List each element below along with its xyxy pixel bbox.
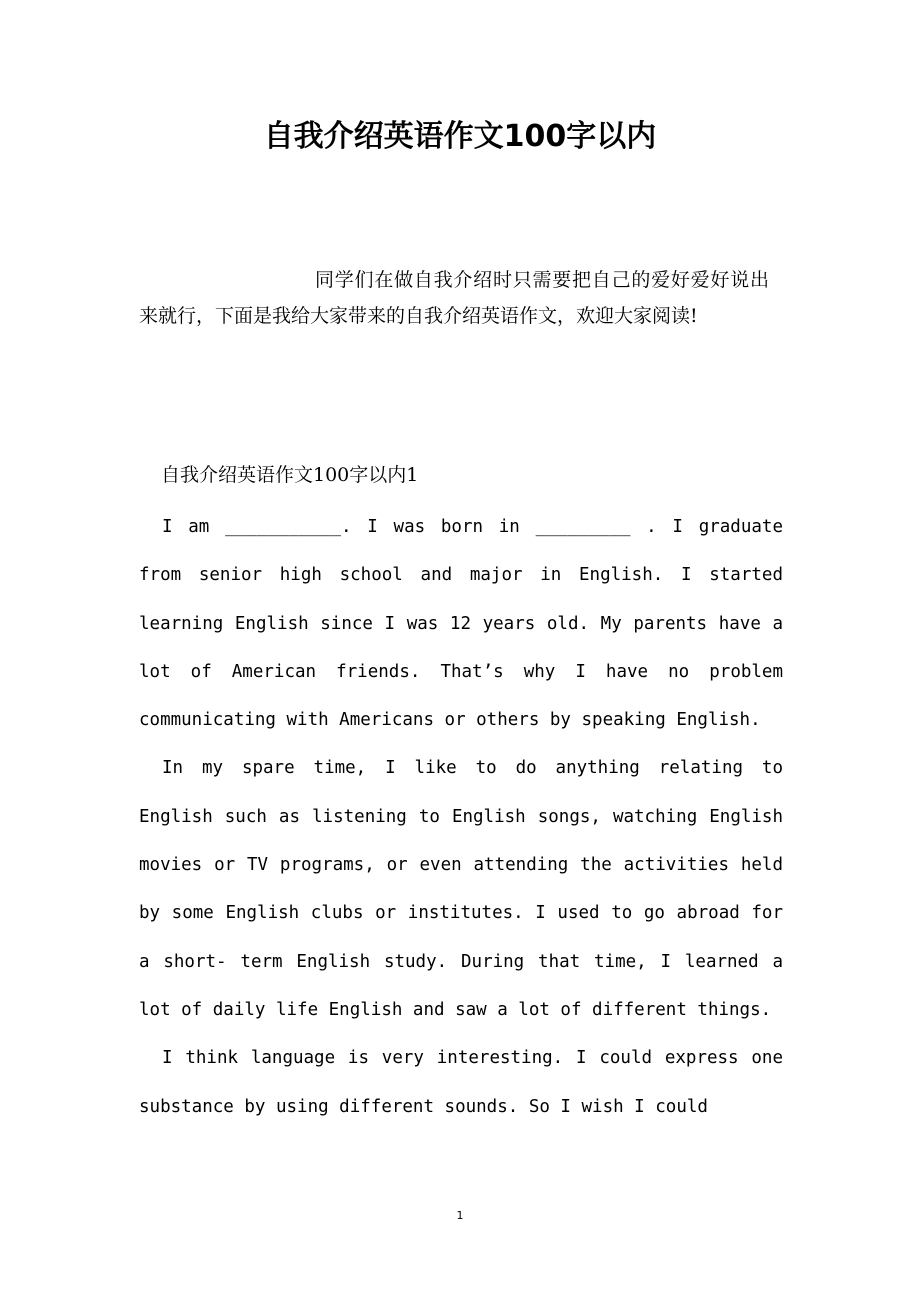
essay-paragraph-2: In my spare time, I like to do anything relating to English such as listening to English songs, watching English movies or TV programs, or even attending the activities held by some English clubs or institutes. I used to go abroad for a short- term English study. During that time, I learned a lot of daily life English and saw a lot of different things.: [139, 758, 783, 1020]
page-number: 1: [456, 1209, 464, 1222]
intro-paragraph: 同学们在做自我介绍时只需要把自己的爱好爱好说出来就行，下面是我给大家带来的自我介绍英语作文，欢迎大家阅读!: [139, 269, 769, 327]
essay-paragraph-3: I think language is very interesting. I could express one substance by using different sounds. So I wish I could: [139, 1048, 783, 1117]
document-title: 自我介绍英语作文100字以内: [263, 119, 657, 154]
essay-body: [139, 503, 783, 1131]
essay-paragraph-1: I am ___________. I was born in _________ . I graduate from senior high school and major in English. I started learning English since I was 12 years old. My parents have a lot of American friends. That’s why I have no problem communicating with Americans or others by speaking English.: [139, 517, 783, 731]
section-heading: 自我介绍英语作文100字以内1: [161, 464, 419, 486]
